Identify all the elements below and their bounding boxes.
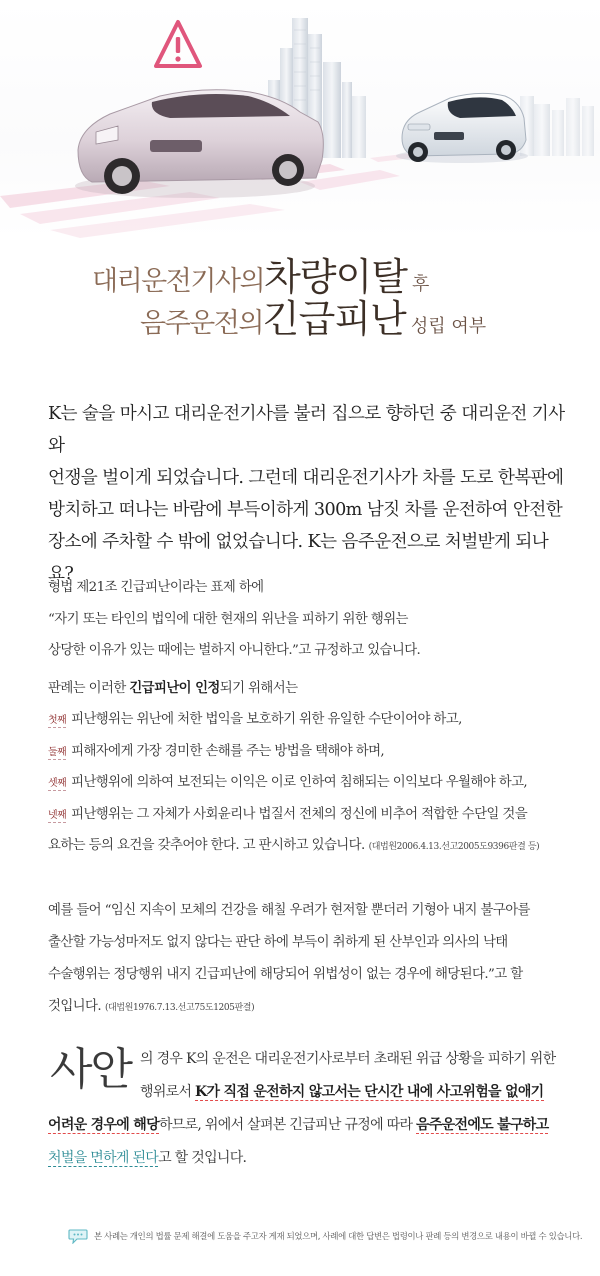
conclusion-line xyxy=(48,1142,246,1174)
conclusion-text: 행위로서 xyxy=(140,1084,196,1100)
article-title xyxy=(0,244,600,341)
conclusion-line xyxy=(48,1109,548,1141)
example-line xyxy=(48,991,568,1024)
conclusion-line xyxy=(140,1076,544,1108)
conclusion-text: 고 할 것입니다. xyxy=(158,1150,247,1166)
question-line: 방치하고 떠나는 바람에 부득이하게 300m 남짓 차를 운전하여 안전한 xyxy=(48,500,563,520)
question-line: 장소에 주차할 수 밖에 없었습니다. K는 음주운전으로 처벌받게 되나요? xyxy=(48,532,549,584)
legal-explanation xyxy=(48,572,568,862)
legal-line: 상당한 이유가 있는 때에는 벌하지 아니한다.”고 규정하고 있습니다. xyxy=(48,643,421,658)
hero-scene xyxy=(0,0,600,240)
highlighted-text: 어려운 경우에 해당 xyxy=(48,1117,159,1133)
ordinal-label: 둘째 xyxy=(48,746,67,758)
question-line: K는 술을 마시고 대리운전기사를 불러 집으로 향하던 중 대리운전 기사와 xyxy=(48,404,565,456)
highlighted-text: K가 직접 운전하지 않고서는 단시간 내에 사고위험을 없애기 xyxy=(195,1084,544,1100)
ordinal-label: 셋째 xyxy=(48,778,67,789)
requirement-item xyxy=(48,704,568,736)
conclusion-line: 의 경우 K의 운전은 대리운전기사로부터 초래된 위급 상황을 피하기 위한 xyxy=(140,1051,556,1067)
title-line1-keyword: 차량이탈 xyxy=(264,255,407,299)
requirement-item xyxy=(48,799,568,831)
legal-text: 판례는 이러한 xyxy=(48,680,130,696)
ordinal-label: 넷째 xyxy=(48,809,67,821)
legal-line: 형법 제21조 긴급피난이라는 표제 하에 xyxy=(48,580,264,595)
requirement-item xyxy=(48,736,568,768)
example-line: 출산할 가능성마저도 없지 않다는 판단 하에 부득이 취하게 된 산부인과 의사의 낙태 xyxy=(48,935,508,950)
emphasis-text: 긴급피난이 인정 xyxy=(129,679,220,696)
question-line: 언쟁을 벌이게 되었습니다. 그런데 대리운전기사가 차를 도로 한복판에 xyxy=(48,468,564,488)
legal-line xyxy=(48,830,568,862)
hero-illustration xyxy=(0,0,600,240)
example-line: 예를 들어 “임신 지속이 모체의 건강을 해칠 우려가 현저할 뿐더러 기형아 내지 불구아를 xyxy=(48,903,530,918)
title-line1-prefix: 대리운전기사의 xyxy=(92,266,265,297)
drop-cap-heading: 사안 xyxy=(50,1044,132,1095)
speech-bubble-icon xyxy=(68,1228,88,1244)
example-text: 것입니다. xyxy=(48,999,101,1014)
title-line-2 xyxy=(140,288,486,343)
requirement-text: 피난행위는 위난에 처한 법익을 보호하기 위한 유일한 수단이어야 하고, xyxy=(71,712,462,727)
warning-triangle-icon xyxy=(156,22,200,66)
highlighted-text: 음주운전에도 불구하고 xyxy=(416,1117,549,1133)
legal-text: 되기 위해서는 xyxy=(219,680,298,696)
conclusion-text: 하므로, 위에서 살펴본 긴급피난 규정에 따라 xyxy=(158,1117,417,1133)
ordinal-label: 첫째 xyxy=(48,715,67,726)
sedan-car-illustration xyxy=(75,90,323,198)
highlighted-result: 처벌을 면하게 된다 xyxy=(48,1150,159,1166)
requirement-text: 피해자에게 가장 경미한 손해를 주는 방법을 택해야 하며, xyxy=(71,743,385,759)
case-citation: (대법원2006.4.13.선고2005도9396판결 등) xyxy=(368,842,540,852)
disclaimer-footer xyxy=(68,1226,583,1248)
legal-text: 요하는 등의 요건을 갖추어야 한다. 고 판시하고 있습니다. xyxy=(48,838,365,853)
case-citation: (대법원1976.7.13.선고75도1205판결) xyxy=(105,1003,255,1013)
case-question xyxy=(48,398,568,590)
title-line2-prefix: 음주운전의 xyxy=(140,308,263,339)
title-line2-suffix: 성립 여부 xyxy=(410,316,487,337)
requirement-text: 피난행위에 의하여 보전되는 이익은 이로 인하여 침해되는 이익보다 우월해야 하고, xyxy=(71,775,528,790)
example-paragraph xyxy=(48,895,568,1024)
title-line2-keyword: 긴급피난 xyxy=(262,297,406,341)
requirement-item xyxy=(48,767,568,799)
example-line: 수술행위는 정당행위 내지 긴급피난에 해당되어 위법성이 없는 경우에 해당된다.”고 할 xyxy=(48,967,523,982)
conclusion-paragraph xyxy=(48,1043,568,1183)
disclaimer-text: 본 사례는 개인의 법률 문제 해결에 도움을 주고자 게재 되었으며, 사례에 대한 답변은 법령이나 판례 등의 변경으로 내용이 바뀔 수 있습니다. xyxy=(94,1231,583,1241)
suv-car-illustration xyxy=(396,93,528,163)
legal-line: “자기 또는 타인의 법익에 대한 현재의 위난을 피하기 위한 행위는 xyxy=(48,611,408,627)
legal-line xyxy=(48,673,568,705)
requirement-text: 피난행위는 그 자체가 사회윤리나 법질서 전체의 정신에 비추어 적합한 수단일 것을 xyxy=(71,806,528,822)
title-line1-suffix: 후 xyxy=(412,274,430,295)
